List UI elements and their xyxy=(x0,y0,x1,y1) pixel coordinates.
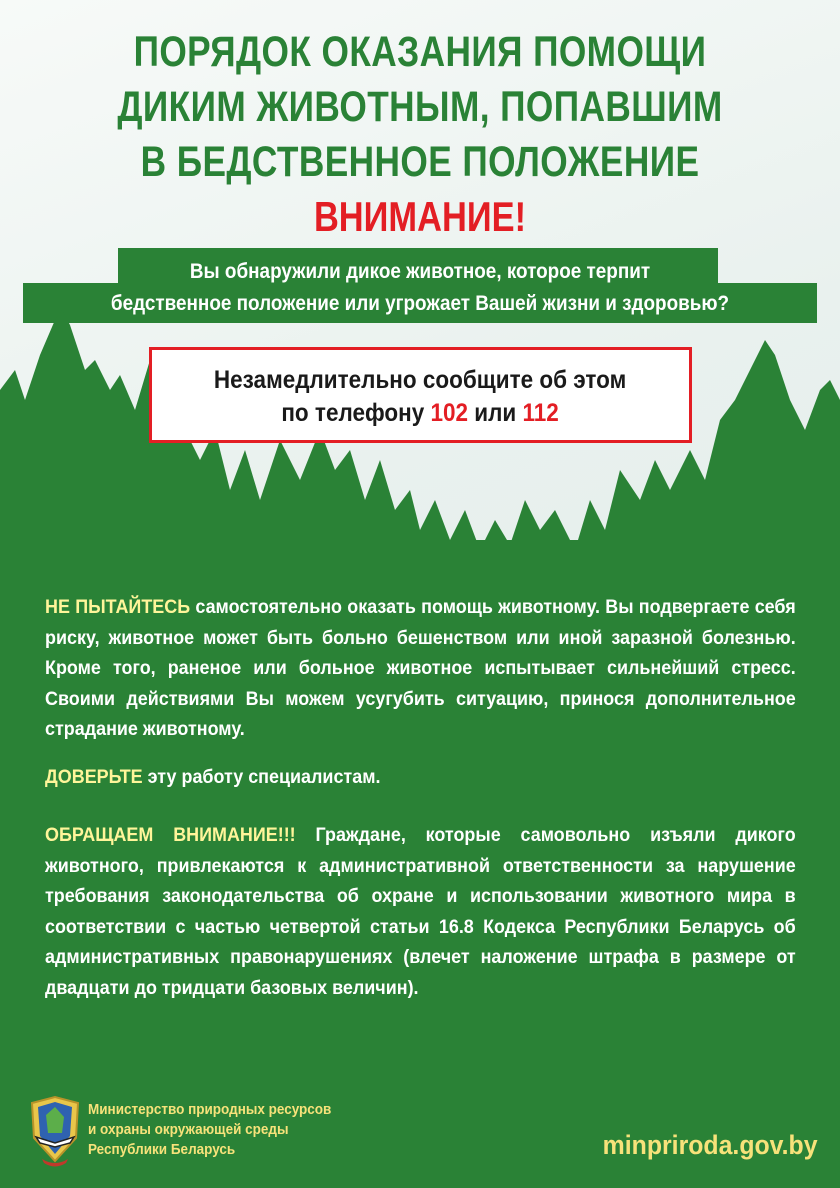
highlight-trust: ДОВЕРЬТЕ xyxy=(45,766,143,788)
call-line-2 xyxy=(214,397,626,430)
title-line-2: ДИКИМ ЖИВОТНЫМ, ПОПАВШИМ xyxy=(117,83,723,131)
highlight-do-not-try: НЕ ПЫТАЙТЕСЬ xyxy=(45,596,191,618)
paragraph-do-not-try xyxy=(45,592,795,745)
paragraph-text: эту работу специалистам. xyxy=(142,766,381,788)
ministry-emblem-icon xyxy=(24,1093,86,1173)
question-line-1: Вы обнаружили дикое животное, которое терпит xyxy=(189,260,651,283)
call-prefix: по телефону xyxy=(281,399,431,427)
call-line-1: Незамедлительно сообщите об этом xyxy=(214,366,627,394)
paragraph-trust xyxy=(45,762,795,793)
title-line-1: ПОРЯДОК ОКАЗАНИЯ ПОМОЩИ xyxy=(133,28,707,76)
ministry-name xyxy=(88,1100,331,1160)
attention-heading: ВНИМАНИЕ! xyxy=(313,193,527,240)
ministry-line-1: Министерство природных ресурсов xyxy=(88,1101,332,1118)
website-link[interactable]: minpriroda.gov.by xyxy=(603,1130,818,1160)
question-line-2: бедственное положение или угрожает Вашей жизни и здоровью? xyxy=(110,292,730,315)
call-middle: или xyxy=(468,399,523,427)
paragraph-notice xyxy=(45,820,795,1003)
phone-102[interactable]: 102 xyxy=(430,399,469,427)
paragraph-text: самостоятельно оказать помощь животному. Вы подвергаете себя риску, животное может быть больно бешенством или иной заразной болезнью. Кроме того, раненое или больное животное испытывает сильнейший стресс. Своими действиями Вы можем усугубить ситуацию, принося дополнительное страдание животному. xyxy=(45,596,796,740)
ministry-line-2: и охраны окружающей среды xyxy=(88,1121,289,1138)
title-line-3: В БЕДСТВЕННОЕ ПОЛОЖЕНИЕ xyxy=(140,138,700,186)
call-box xyxy=(149,347,692,443)
ministry-line-3: Республики Беларусь xyxy=(88,1141,236,1158)
phone-112[interactable]: 112 xyxy=(522,399,560,427)
paragraph-text: Граждане, которые самовольно изъяли дикого животного, привлекаются к административной ответственности за нарушение требования законодательства об охране и использовании животного мира в соответствии с частью четвертой статьи 16.8 Кодекса Республики Беларусь об административных правонарушениях (влечет наложение штрафа в размере от двадцати до тридцати базовых величин). xyxy=(45,824,796,999)
highlight-notice: ОБРАЩАЕМ ВНИМАНИЕ!!! xyxy=(45,824,296,846)
poster-title xyxy=(76,25,765,190)
